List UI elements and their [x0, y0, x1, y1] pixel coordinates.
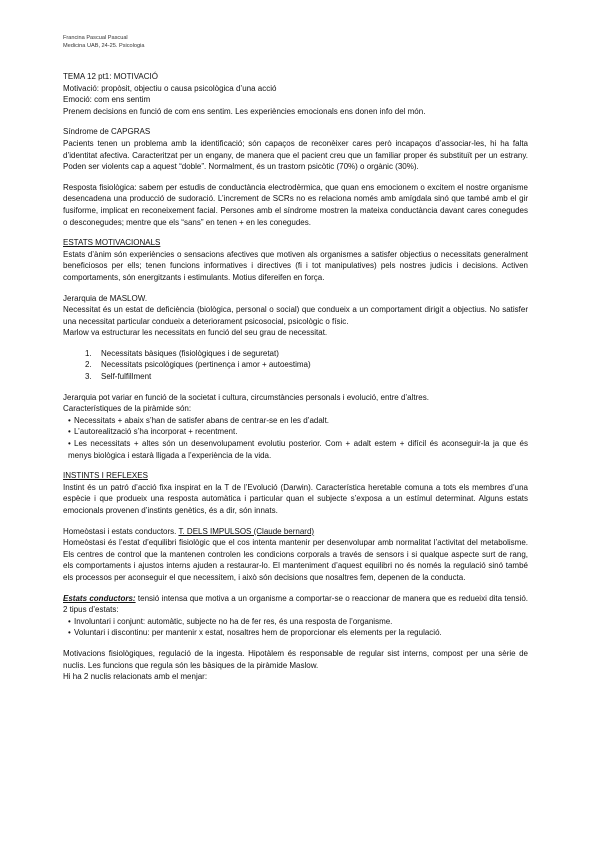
- document-header: [63, 34, 144, 50]
- list-item: • Les necessitats + altes són un desenvolupament evolutiu posterior. Com + adalt estem + difícil és aconseguir-la ja que és menys biològica i estarà lligada a l’experiència de la vida.: [68, 439, 528, 460]
- decisions-text: Prenem decisions en funció de com ens sentim. Les experiències emocionals ens donen info del món.: [63, 106, 426, 116]
- fisiologiques-text-2: Hi ha 2 nuclis relacionats amb el menjar:: [63, 672, 208, 682]
- maslow-variation: Jerarquia pot variar en funció de la societat i cultura, circumstàncies personals i evolució, entre d’altres.: [63, 392, 429, 402]
- capgras-text: Pacients tenen un problema amb la identificació; són capaços de reconèixer cares però incapaços d’associar-les, hi ha falta d’identitat afectiva. Caracteritzat per un engany, de manera que el pacient creu que un familiar proper és substituït per un estrany. Poden ser violents cap a aquest “doble”. Normalment, és un trastorn psicòtic (70%) o orgànic (30%).: [63, 138, 528, 172]
- emocio-definition: Emoció: com ens sentim: [63, 95, 151, 105]
- list-item: • Voluntari i discontinu: per mantenir x estat, nosaltres hem de proporcionar els elements per la regulació.: [68, 628, 442, 638]
- homeostasi-text: Homeòstasi és l’estat d’equilibri fisiològic que el cos intenta mantenir per desenvolupar amb normalitat l’activitat del metabolisme. Els centres de control que la mantenen controlen les condicions corporals a través de sensors i si qualque aspecte surt de rang, els comportaments i ajustos interns ajuden a restaurar-lo. El manteniment d’aquest equilibri no és només la regulació sinó també els processos per aconseguir el que necessitem, i això són decisions que nosaltres fem, depenen de la conducta.: [63, 538, 528, 582]
- capgras-title: Síndrome de CAPGRAS: [63, 127, 151, 137]
- maslow-needs-list: [63, 348, 528, 383]
- maslow-text: Necessitat és un estat de deficiència (biològica, personal o social) que condueix a un comportament dirigit a objectius. No satisfer una necessitat particular condueix a deteriorament psicosocial, psicològic o físic.: [63, 305, 528, 326]
- topic-title: TEMA 12 pt1: MOTIVACIÓ: [63, 72, 158, 81]
- list-item: 3. Self-fulfillment: [85, 372, 152, 382]
- physiological-response-text: Resposta fisiològica: sabem per estudis de conductància electrodèrmica, que quan ens emocionem o excitem el nostre organisme desencadena una producció de sudoració. L’increment de SCRs no es relaciona només amb amígdala sinó que també amb el gir fusiforme, implicat en reconeixement facial. Persones amb el síndrome mostren la mateixa conductància davant cares conegudes o desconegudes; mentre que els “sans” en tenen + en les conegudes.: [63, 182, 528, 227]
- homeostasi-title: Homeòstasi i estats conductors. T. DELS IMPULSOS (Claude bernard): [63, 526, 315, 536]
- motivacio-definition: Motivació: propòsit, objectiu o causa psicològica d’una acció: [63, 83, 277, 93]
- estats-text: Estats d’ànim són experiències o sensacions afectives que motiven als organismes a satisfer objectius o necessitats generalment beneficiosos per ells; tenen funcions informatives i directives (fi i tot manipulatives) pels nostres judicis i decisions. Activen comportaments, són energitzants i estimulants. Motius difereifen en força.: [63, 249, 528, 282]
- conductors-list: [63, 616, 528, 639]
- maslow-text-2: Marlow va estructurar les necessitats en funció del seu grau de necessitat.: [63, 328, 328, 338]
- list-item: • L’autorealització s’ha incorporat + recentment.: [68, 427, 238, 437]
- maslow-characteristics-title: Característiques de la piràmide són:: [63, 404, 192, 414]
- fisiologiques-text: Motivacions fisiològiques, regulació de la ingesta. Hipotàlem és responsable de regular sist interns, compost per una sèrie de nuclis. Les funcions que regula són les bàsiques de la piràmide Maslow.: [63, 648, 528, 670]
- maslow-characteristics-list: [63, 415, 528, 461]
- author-name: Francina Pascual Pascual: [63, 35, 128, 41]
- estats-title: ESTATS MOTIVACIONALS: [63, 238, 161, 248]
- instints-text: Instint és un patró d’acció fixa inspirat en la T de l’Evolució (Darwin). Característica heretable comuna a tots els membres d’una espècie i que produeix una resposta automàtica i particular quan el subjecte s’exposa a un estímul determinat. Alguns estats emocionals provenen d’instints genètics, és a dir, són innats.: [63, 482, 528, 515]
- list-item: • Involuntari i conjunt: automàtic, subjecte no ha de fer res, és una resposta de l’organisme.: [68, 616, 393, 626]
- list-item: 1. Necessitats bàsiques (fisiològiques i de seguretat): [85, 348, 279, 358]
- conductors-text: Estats conductors: tensió intensa que motiva a un organisme a comportar-se o reaccionar de manera que es redueixi dita tensió. 2 tipus d’estats:: [63, 593, 528, 615]
- list-item: 2. Necessitats psicològiques (pertinença i amor + autoestima): [85, 360, 311, 370]
- document-body: [63, 71, 528, 683]
- instints-title: INSTINTS I REFLEXES: [63, 471, 148, 481]
- maslow-title: Jerarquia de MASLOW.: [63, 293, 148, 303]
- list-item: • Necessitats + abaix s’han de satisfer abans de centrar-se en les d’adalt.: [68, 415, 330, 425]
- course-info: Medicina UAB, 24-25. Psicologia: [63, 43, 145, 49]
